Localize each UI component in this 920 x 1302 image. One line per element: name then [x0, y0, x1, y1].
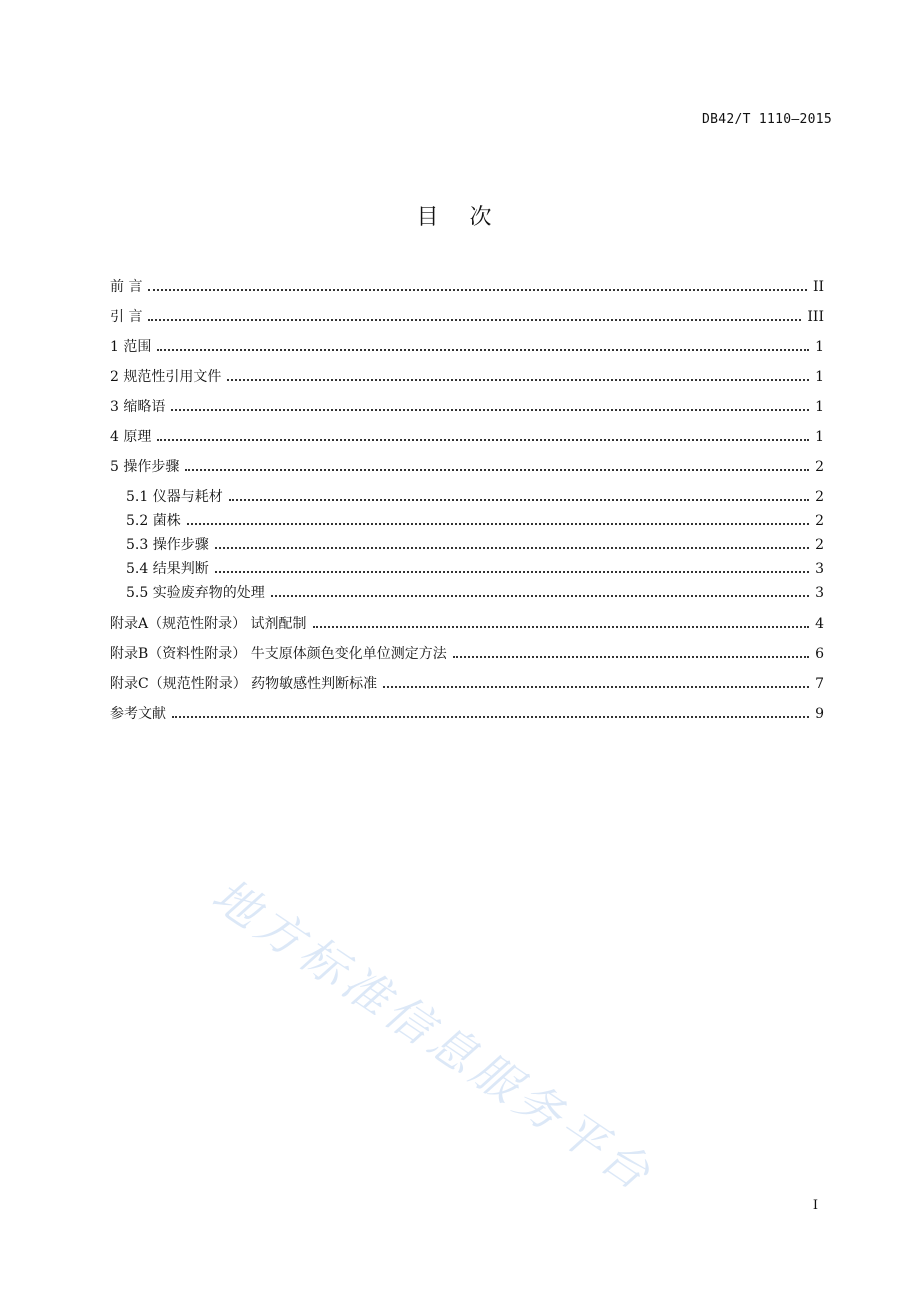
toc-entry[interactable] [110, 584, 824, 602]
toc-entry-label: 引 言 [110, 309, 143, 325]
toc-entry[interactable] [110, 308, 824, 326]
toc-entry-page: 2 [815, 537, 824, 553]
toc-leader-dots [227, 377, 809, 381]
toc-entry[interactable] [110, 560, 824, 578]
toc-entry-page: 2 [815, 513, 824, 529]
watermark: 地方标准信息服务平台 [202, 867, 665, 1204]
toc-entry[interactable] [110, 675, 824, 693]
toc-entry[interactable] [110, 705, 824, 723]
toc-leader-dots [157, 437, 809, 441]
toc-leader-dots [185, 467, 809, 471]
toc-entry-label: 4 原理 [110, 429, 152, 445]
toc-entry-page: 7 [815, 676, 824, 692]
toc-entry[interactable] [110, 645, 824, 663]
toc-entry-page: 9 [815, 706, 824, 722]
toc-entry[interactable] [110, 615, 824, 633]
toc-entry-page: 1 [815, 339, 824, 355]
toc-leader-dots [271, 593, 809, 597]
toc-entry[interactable] [110, 338, 824, 356]
toc-entry-label: 3 缩略语 [110, 399, 166, 415]
toc-leader-dots [148, 317, 801, 321]
toc-entry[interactable] [110, 536, 824, 554]
doc-code: DB42/T 1110—2015 [701, 112, 832, 127]
toc-entry-label: 5.3 操作步骤 [126, 537, 209, 553]
toc-entry-page: 1 [815, 399, 824, 415]
toc-leader-dots [383, 684, 809, 688]
toc-entry-label: 5.4 结果判断 [126, 561, 209, 577]
toc-entry-label: 2 规范性引用文件 [110, 369, 222, 385]
toc-leader-dots [187, 521, 809, 525]
toc-entry-label: 5 操作步骤 [110, 459, 180, 475]
toc-leader-dots [215, 569, 809, 573]
toc-entry-label: 附录A（规范性附录） 试剂配制 [110, 616, 307, 632]
toc-entry-page: 4 [815, 616, 824, 632]
toc-entry-label: 附录B（资料性附录） 牛支原体颜色变化单位测定方法 [110, 646, 447, 662]
toc-title: 目 次 [416, 205, 504, 230]
toc-leader-dots [229, 497, 809, 501]
toc-entry-page: 2 [815, 489, 824, 505]
toc-leader-dots [313, 624, 810, 628]
toc-entry-label: 参考文献 [110, 706, 166, 722]
toc-entry-page: 3 [815, 561, 824, 577]
toc-entry-label: 5.5 实验废弃物的处理 [126, 585, 265, 601]
toc-entry-page: 1 [815, 429, 824, 445]
toc-entry-label: 附录C（规范性附录） 药物敏感性判断标准 [110, 676, 378, 692]
toc-entry-label: 前 言 [110, 279, 143, 295]
toc-entry[interactable] [110, 428, 824, 446]
toc-entry-label: 5.2 菌株 [126, 513, 181, 529]
page-number: I [812, 1198, 818, 1213]
toc-entry-page: II [812, 279, 824, 295]
toc-entry-page: 2 [815, 459, 824, 475]
toc-entry-page: 1 [815, 369, 824, 385]
toc-entry[interactable] [110, 368, 824, 386]
toc-entry[interactable] [110, 398, 824, 416]
toc-leader-dots [215, 545, 809, 549]
toc-entry-label: 5.1 仪器与耗材 [126, 489, 223, 505]
toc-leader-dots [157, 347, 809, 351]
toc-entry[interactable] [110, 458, 824, 476]
toc-entry-page: III [807, 309, 824, 325]
toc-leader-dots [171, 407, 809, 411]
toc-entry-page: 6 [815, 646, 824, 662]
toc-leader-dots [172, 714, 809, 718]
toc-entry[interactable] [110, 512, 824, 530]
toc-entry-page: 3 [815, 585, 824, 601]
toc-entry-label: 1 范围 [110, 339, 152, 355]
toc-leader-dots [148, 287, 806, 291]
toc-entry[interactable] [110, 488, 824, 506]
toc-entry[interactable] [110, 278, 824, 296]
toc-leader-dots [453, 654, 809, 658]
